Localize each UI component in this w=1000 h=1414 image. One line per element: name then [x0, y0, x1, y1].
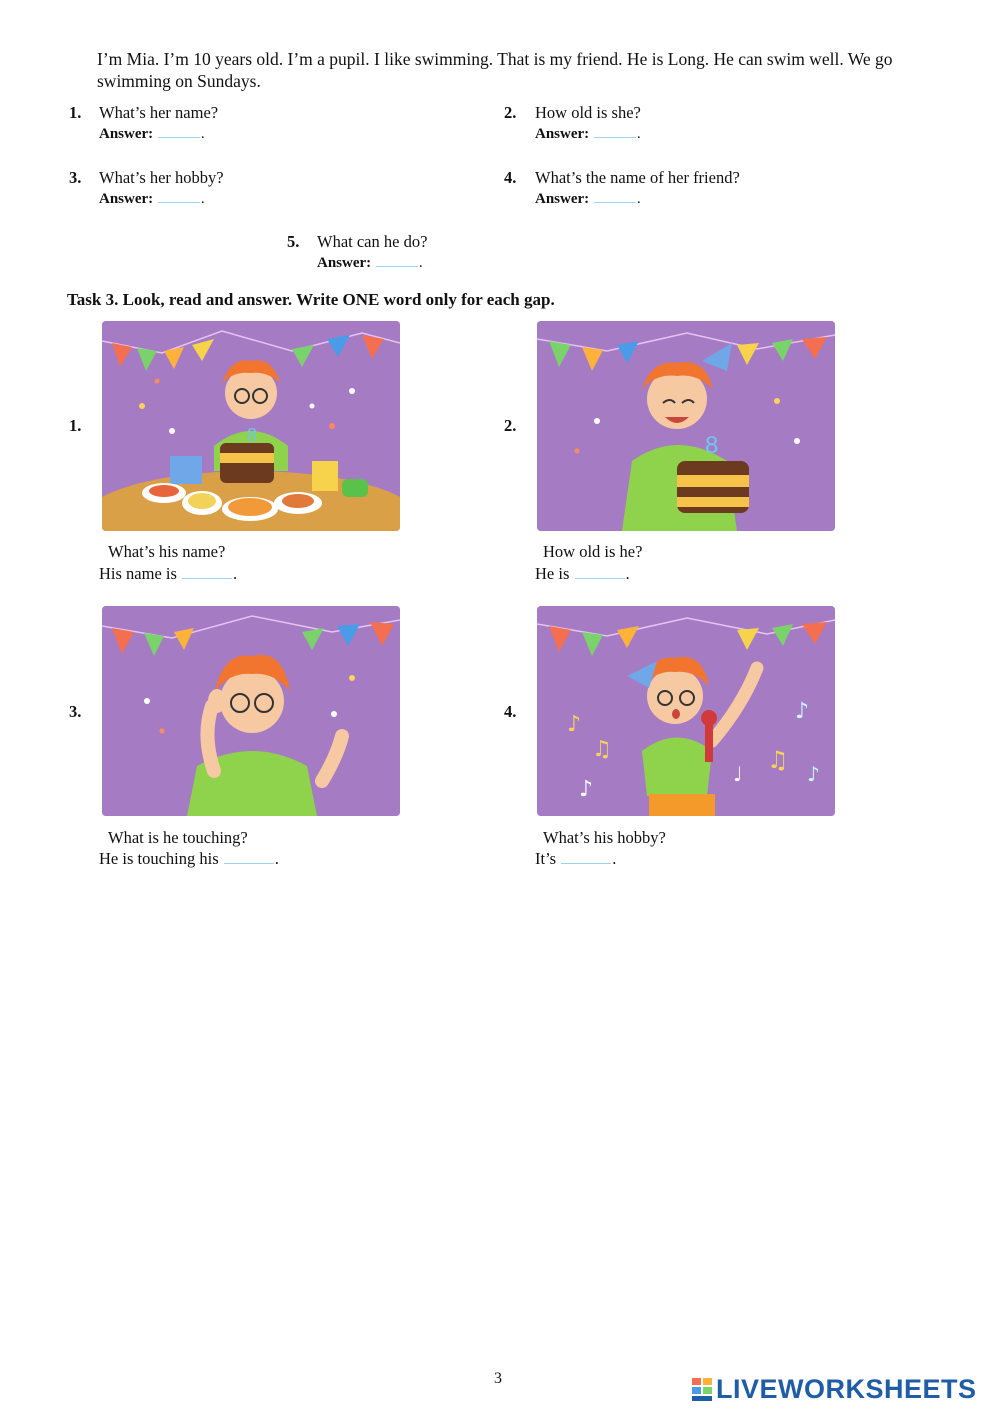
boy-with-cake-illustration	[537, 321, 835, 531]
question-2-body	[535, 103, 641, 143]
task3-blank-4[interactable]	[561, 849, 611, 864]
answer-label: Answer:	[535, 191, 590, 207]
boy-singing-illustration	[537, 606, 835, 816]
task3-answer-line: His name is .	[99, 564, 238, 583]
question-2	[504, 103, 516, 123]
liveworksheets-logo-icon	[692, 1376, 712, 1402]
picture-boy-touching-ear	[102, 606, 400, 816]
answer-blank-5[interactable]	[376, 252, 418, 267]
task3-item-number: 4.	[504, 702, 517, 721]
task-3-title: Task 3. Look, read and answer. Write ONE word only for each gap.	[67, 290, 555, 309]
question-text: What’s the name of her friend?	[535, 168, 740, 187]
picture-boy-singing	[537, 606, 835, 816]
answer-prefix: His name is	[99, 564, 177, 583]
answer-line: Answer: .	[317, 252, 427, 272]
question-4-body	[535, 168, 740, 208]
question-5-body	[317, 232, 427, 272]
svg-text:♫: ♫	[592, 737, 612, 762]
svg-text:♫: ♫	[767, 746, 789, 774]
reading-passage: I’m Mia. I’m 10 years old. I’m a pupil. I like swimming. That is my friend. He is Long. He can swim well. We go swimming on Sundays.	[97, 49, 893, 91]
task3-question: What is he touching?	[108, 828, 248, 847]
task3-answer-line: He is touching his .	[99, 849, 279, 868]
task3-blank-3[interactable]	[224, 849, 274, 864]
question-text: How old is she?	[535, 103, 641, 122]
answer-blank-2[interactable]	[594, 123, 636, 138]
svg-text:8: 8	[705, 432, 719, 459]
task3-item-number: 3.	[69, 702, 82, 721]
question-3	[69, 168, 81, 188]
svg-text:♪: ♪	[567, 712, 582, 737]
question-number: 4.	[504, 168, 517, 187]
birthday-table-illustration	[102, 321, 400, 531]
answer-line: Answer: .	[99, 188, 224, 208]
answer-prefix: It’s	[535, 849, 557, 868]
answer-prefix: He is touching his	[99, 849, 219, 868]
answer-blank-1[interactable]	[158, 123, 200, 138]
answer-prefix: He is	[535, 564, 570, 583]
liveworksheets-logo	[692, 1374, 977, 1404]
question-number: 2.	[504, 103, 517, 122]
picture-boy-holding-cake	[537, 321, 835, 531]
task3-question: How old is he?	[543, 542, 643, 561]
picture-birthday-table	[102, 321, 400, 531]
question-text: What can he do?	[317, 232, 428, 251]
question-number: 5.	[287, 232, 300, 251]
svg-text:♪: ♪	[807, 762, 820, 786]
boy-touching-ear-illustration	[102, 606, 400, 816]
answer-label: Answer:	[317, 255, 372, 271]
task3-blank-1[interactable]	[182, 564, 232, 579]
question-text: What’s her name?	[99, 103, 219, 122]
task3-question: What’s his name?	[108, 542, 226, 561]
answer-label: Answer:	[99, 191, 154, 207]
answer-line: Answer: .	[99, 123, 218, 143]
svg-text:♪: ♪	[579, 777, 594, 802]
task3-item-number: 2.	[504, 416, 517, 435]
answer-label: Answer:	[535, 126, 590, 142]
task3-blank-2[interactable]	[575, 564, 625, 579]
task3-item-number: 1.	[69, 416, 82, 435]
task3-answer-line: It’s .	[535, 849, 617, 868]
task3-answer-line: He is .	[535, 564, 630, 583]
answer-blank-4[interactable]	[594, 188, 636, 203]
svg-text:8: 8	[247, 425, 258, 445]
question-number: 3.	[69, 168, 82, 187]
task3-question: What’s his hobby?	[543, 828, 666, 847]
question-1	[69, 103, 81, 123]
svg-text:♪: ♪	[795, 699, 810, 724]
answer-blank-3[interactable]	[158, 188, 200, 203]
question-5	[287, 232, 299, 252]
svg-text:♩: ♩	[733, 762, 743, 786]
question-text: What’s her hobby?	[99, 168, 224, 187]
question-4	[504, 168, 516, 188]
brand-name: LIVEWORKSHEETS	[716, 1373, 977, 1404]
answer-label: Answer:	[99, 126, 154, 142]
question-number: 1.	[69, 103, 82, 122]
answer-line: Answer: .	[535, 123, 641, 143]
answer-line: Answer: .	[535, 188, 740, 208]
question-1-body	[99, 103, 218, 143]
question-3-body	[99, 168, 224, 208]
page-number: 3	[494, 1370, 502, 1387]
